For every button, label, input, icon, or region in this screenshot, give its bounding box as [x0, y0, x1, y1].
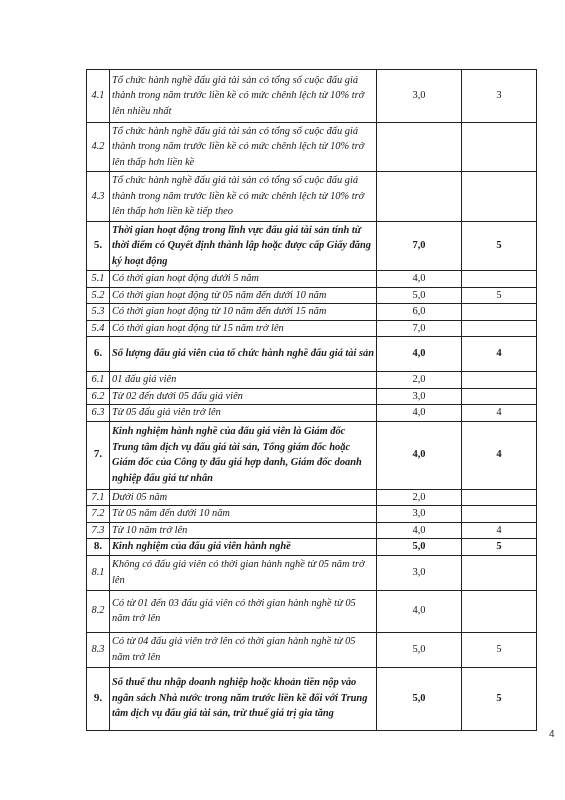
- max-score: 3,0: [377, 506, 462, 523]
- criterion-text: Từ 02 đến dưới 05 đấu giá viên: [110, 388, 377, 405]
- max-score: 7,0: [377, 222, 462, 271]
- criterion-text: Có từ 01 đến 03 đấu giá viên có thời gian hành nghề từ 05 năm trở lên: [110, 590, 377, 632]
- table-row: [87, 304, 537, 321]
- row-number: 8.1: [87, 555, 110, 590]
- awarded-score: 4: [462, 405, 537, 422]
- criterion-text: Có thời gian hoạt động từ 10 năm đến dưới 15 năm: [110, 304, 377, 321]
- row-number: 5.4: [87, 320, 110, 337]
- row-number: 5.2: [87, 287, 110, 304]
- max-score: 4,0: [377, 522, 462, 539]
- max-score: 4,0: [377, 421, 462, 489]
- criterion-text: Từ 10 năm trở lên: [110, 522, 377, 539]
- criterion-text: 01 đấu giá viên: [110, 372, 377, 389]
- max-score: [377, 172, 462, 222]
- awarded-score: [462, 320, 537, 337]
- criterion-text: Số lượng đấu giá viên của tổ chức hành nghề đấu giá tài sản: [110, 337, 377, 372]
- max-score: 4,0: [377, 590, 462, 632]
- page-number: 4: [549, 729, 555, 740]
- awarded-score: [462, 506, 537, 523]
- awarded-score: 3: [462, 70, 537, 123]
- criterion-text: Có thời gian hoạt động từ 15 năm trở lên: [110, 320, 377, 337]
- table-row: [87, 320, 537, 337]
- table-row: [87, 421, 537, 489]
- criterion-text: Tổ chức hành nghề đấu giá tài sản có tổng số cuộc đấu giá thành trong năm trước liền kề có mức chênh lệch từ 10% trở lên nhiều nhất: [110, 70, 377, 123]
- max-score: 2,0: [377, 372, 462, 389]
- row-number: 4.3: [87, 172, 110, 222]
- row-number: 6.2: [87, 388, 110, 405]
- max-score: 3,0: [377, 70, 462, 123]
- awarded-score: [462, 388, 537, 405]
- table-row: [87, 489, 537, 506]
- row-number: 7.2: [87, 506, 110, 523]
- table-row: [87, 506, 537, 523]
- row-number: 8.3: [87, 632, 110, 667]
- max-score: 4,0: [377, 337, 462, 372]
- awarded-score: [462, 304, 537, 321]
- criterion-text: Có thời gian hoạt động từ 05 năm đến dưới 10 năm: [110, 287, 377, 304]
- row-number: 4.1: [87, 70, 110, 123]
- awarded-score: 5: [462, 222, 537, 271]
- awarded-score: [462, 271, 537, 288]
- max-score: 3,0: [377, 388, 462, 405]
- criterion-text: Không có đấu giá viên có thời gian hành nghề từ 05 năm trở lên: [110, 555, 377, 590]
- criterion-text: Từ 05 năm đến dưới 10 năm: [110, 506, 377, 523]
- awarded-score: 4: [462, 421, 537, 489]
- table-row: [87, 632, 537, 667]
- max-score: 5,0: [377, 632, 462, 667]
- max-score: 5,0: [377, 539, 462, 556]
- max-score: [377, 123, 462, 172]
- awarded-score: 5: [462, 539, 537, 556]
- awarded-score: [462, 590, 537, 632]
- awarded-score: [462, 172, 537, 222]
- table-row: [87, 172, 537, 222]
- criterion-text: Tổ chức hành nghề đấu giá tài sản có tổng số cuộc đấu giá thành trong năm trước liền kề có mức chênh lệch từ 10% trở lên thấp hơn liền kề tiếp theo: [110, 172, 377, 222]
- table-row: [87, 372, 537, 389]
- table-row: [87, 388, 537, 405]
- table-row: [87, 222, 537, 271]
- row-number: 9.: [87, 667, 110, 730]
- max-score: 2,0: [377, 489, 462, 506]
- table-row: [87, 405, 537, 422]
- row-number: 5.: [87, 222, 110, 271]
- row-number: 7.3: [87, 522, 110, 539]
- max-score: 5,0: [377, 667, 462, 730]
- max-score: 5,0: [377, 287, 462, 304]
- awarded-score: [462, 555, 537, 590]
- row-number: 7.: [87, 421, 110, 489]
- criterion-text: Số thuế thu nhập doanh nghiệp hoặc khoản tiền nộp vào ngân sách Nhà nước trong năm trước liền kề đối với Trung tâm dịch vụ đấu giá tài sản, trừ thuế giá trị gia tăng: [110, 667, 377, 730]
- row-number: 5.3: [87, 304, 110, 321]
- table-row: [87, 70, 537, 123]
- criterion-text: Kinh nghiệm hành nghề của đấu giá viên là Giám đốc Trung tâm dịch vụ đấu giá tài sản, Tổng giám đốc hoặc Giám đốc của Công ty đấu giá hợp danh, Giám đốc doanh nghiệp đấu giá tư nhân: [110, 421, 377, 489]
- max-score: 4,0: [377, 271, 462, 288]
- table-row: [87, 667, 537, 730]
- max-score: 6,0: [377, 304, 462, 321]
- row-number: 6.1: [87, 372, 110, 389]
- row-number: 6.3: [87, 405, 110, 422]
- table-row: [87, 287, 537, 304]
- awarded-score: 4: [462, 522, 537, 539]
- row-number: 4.2: [87, 123, 110, 172]
- awarded-score: [462, 372, 537, 389]
- awarded-score: 4: [462, 337, 537, 372]
- criterion-text: Thời gian hoạt động trong lĩnh vực đấu giá tài sản tính từ thời điểm có Quyết định thành lập hoặc được cấp Giấy đăng ký hoạt động: [110, 222, 377, 271]
- table-row: [87, 123, 537, 172]
- criterion-text: Dưới 05 năm: [110, 489, 377, 506]
- criterion-text: Kinh nghiệm của đấu giá viên hành nghề: [110, 539, 377, 556]
- row-number: 6.: [87, 337, 110, 372]
- awarded-score: [462, 123, 537, 172]
- table-row: [87, 555, 537, 590]
- row-number: 8.2: [87, 590, 110, 632]
- row-number: 7.1: [87, 489, 110, 506]
- awarded-score: 5: [462, 287, 537, 304]
- criterion-text: Từ 05 đấu giá viên trở lên: [110, 405, 377, 422]
- criterion-text: Tổ chức hành nghề đấu giá tài sản có tổng số cuộc đấu giá thành trong năm trước liền kề có mức chênh lệch từ 10% trở lên thấp hơn liền kề: [110, 123, 377, 172]
- max-score: 3,0: [377, 555, 462, 590]
- max-score: 7,0: [377, 320, 462, 337]
- awarded-score: 5: [462, 632, 537, 667]
- table-row: [87, 522, 537, 539]
- awarded-score: [462, 489, 537, 506]
- awarded-score: 5: [462, 667, 537, 730]
- row-number: 8.: [87, 539, 110, 556]
- table-row: [87, 271, 537, 288]
- criterion-text: Có thời gian hoạt động dưới 5 năm: [110, 271, 377, 288]
- table-row: [87, 539, 537, 556]
- table-row: [87, 337, 537, 372]
- criterion-text: Có từ 04 đấu giá viên trở lên có thời gian hành nghề từ 05 năm trở lên: [110, 632, 377, 667]
- table-row: [87, 590, 537, 632]
- criteria-table-body: [87, 70, 537, 731]
- criteria-table: [86, 69, 537, 731]
- max-score: 4,0: [377, 405, 462, 422]
- row-number: 5.1: [87, 271, 110, 288]
